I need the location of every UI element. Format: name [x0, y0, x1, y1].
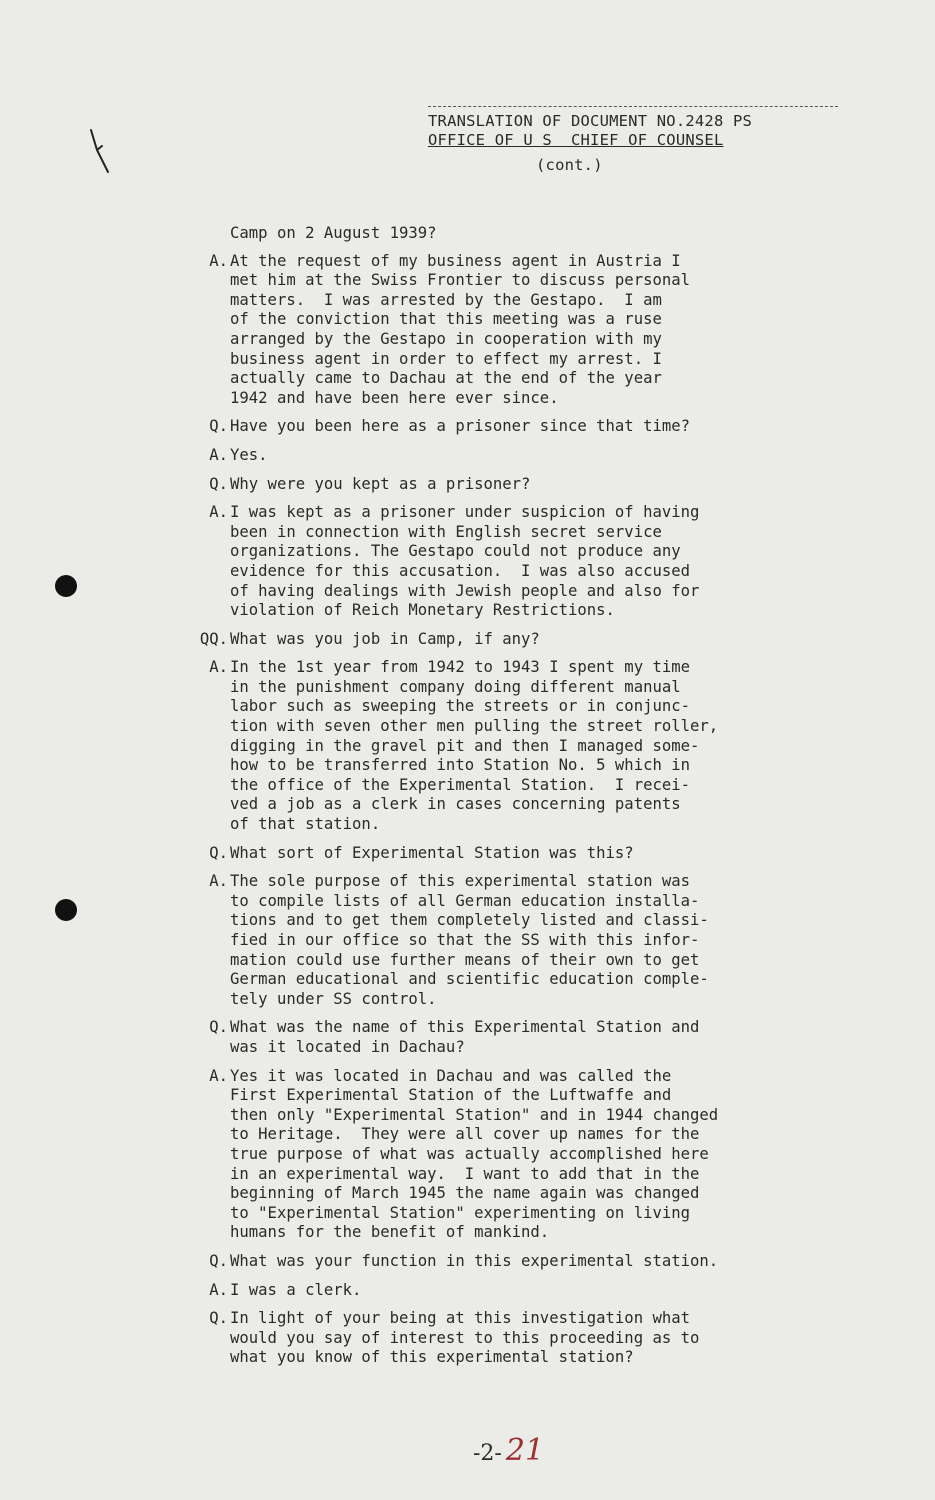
text-line: how to be transferred into Station No. 5 which in — [230, 756, 691, 775]
text-line: The sole purpose of this experimental station was — [230, 872, 691, 891]
text-line: tions and to get them completely listed and classi- — [230, 911, 709, 930]
entry-marker: A. — [209, 251, 228, 270]
text-line: then only "Experimental Station" and in 1944 changed — [230, 1105, 719, 1124]
text-line: beginning of March 1945 the name again was changed — [230, 1184, 700, 1203]
answer-entry — [190, 252, 850, 409]
entry-marker: A. — [209, 1066, 228, 1085]
text-line: to "Experimental Station" experimenting on living — [230, 1203, 691, 1222]
question-entry — [190, 630, 850, 650]
question-entry — [190, 417, 850, 437]
text-line: to compile lists of all German education installa- — [230, 891, 700, 910]
text-line: What was your function in this experimental station. — [230, 1251, 719, 1270]
text-line: What was you job in Camp, if any? — [230, 629, 540, 648]
question-entry — [190, 1252, 850, 1272]
text-line: was it located in Dachau? — [230, 1037, 465, 1056]
text-line: true purpose of what was actually accomplished here — [230, 1144, 709, 1163]
text-line: mation could use further means of their own to get — [230, 950, 700, 969]
entry-marker: QQ. — [199, 629, 228, 648]
text-line: been in connection with English secret service — [230, 522, 662, 541]
header-rule — [428, 106, 838, 107]
answer-entry — [190, 1281, 850, 1301]
text-line: German educational and scientific education comple- — [230, 970, 709, 989]
entry-text — [228, 844, 850, 864]
text-line: First Experimental Station of the Luftwaffe and — [230, 1086, 672, 1105]
text-line: In the 1st year from 1942 to 1943 I spent my time — [230, 658, 691, 677]
question-entry — [190, 844, 850, 864]
text-line: Why were you kept as a prisoner? — [230, 474, 531, 493]
page-footer — [420, 1408, 544, 1493]
text-line: I was kept as a prisoner under suspicion of having — [230, 503, 700, 522]
question-entry — [190, 1309, 850, 1368]
text-line: 1942 and have been here ever since. — [230, 388, 559, 407]
text-line: digging in the gravel pit and then I managed some- — [230, 736, 700, 755]
entry-marker: Q. — [209, 1309, 228, 1328]
text-line: At the request of my business agent in Austria I — [230, 251, 681, 270]
entry-marker: A. — [209, 872, 228, 891]
text-line: ved a job as a clerk in cases concerning patents — [230, 795, 681, 814]
text-line: in an experimental way. I want to add that in the — [230, 1164, 700, 1183]
text-line: In light of your being at this investigation what — [230, 1309, 691, 1328]
text-line: tely under SS control. — [230, 989, 437, 1008]
entry-marker: Q. — [209, 474, 228, 493]
entry-marker: Q. — [209, 843, 228, 862]
text-line: business agent in order to effect my arrest. I — [230, 349, 662, 368]
question-entry — [190, 1018, 850, 1057]
text-line: Have you been here as a prisoner since that time? — [230, 417, 691, 436]
entry-text — [228, 1252, 850, 1272]
text-line: labor such as sweeping the streets or in conjunc- — [230, 697, 691, 716]
document-header — [428, 112, 840, 175]
text-line: of that station. — [230, 815, 381, 834]
text-line: actually came to Dachau at the end of the year — [230, 369, 662, 388]
entry-text — [228, 503, 850, 621]
entry-text — [228, 1281, 850, 1301]
entry-marker: A. — [209, 445, 228, 464]
entry-text — [228, 475, 850, 495]
header-title: TRANSLATION OF DOCUMENT NO.2428 PS — [428, 112, 753, 130]
text-line: organizations. The Gestapo could not produce any — [230, 542, 681, 561]
entry-text — [228, 1018, 850, 1057]
text-line: arranged by the Gestapo in cooperation with my — [230, 329, 662, 348]
answer-entry — [190, 503, 850, 621]
text-line: fied in our office so that the SS with this infor- — [230, 931, 700, 949]
answer-entry — [190, 658, 850, 834]
intro-line: Camp on 2 August 1939? — [230, 224, 437, 242]
text-line: What sort of Experimental Station was this? — [230, 843, 634, 862]
text-line: would you say of interest to this proceeding as to — [230, 1328, 700, 1347]
entry-text — [228, 417, 850, 437]
entry-text — [228, 630, 850, 650]
answer-entry — [190, 872, 850, 1009]
text-line: tion with seven other men pulling the street roller, — [230, 717, 719, 736]
text-line: in the punishment company doing different manual — [230, 677, 681, 696]
entry-text — [228, 658, 850, 834]
entry-text — [228, 1309, 850, 1368]
entry-marker: A. — [209, 1280, 228, 1299]
entry-marker: A. — [209, 503, 228, 522]
answer-entry — [190, 1067, 850, 1243]
entry-marker: Q. — [209, 1251, 228, 1270]
text-line: what you know of this experimental station? — [230, 1348, 634, 1367]
header-continued: (cont.) — [536, 156, 603, 174]
text-line: to Heritage. They were all cover up names for the — [230, 1125, 700, 1144]
entry-text — [228, 252, 850, 409]
punch-hole-bottom — [55, 899, 77, 921]
transcript-body — [190, 224, 850, 1377]
text-line: humans for the benefit of mankind. — [230, 1223, 550, 1242]
entry-text — [228, 1067, 850, 1243]
pencil-tick-mark — [88, 128, 110, 174]
text-line: Yes it was located in Dachau and was called the — [230, 1066, 672, 1085]
question-entry — [190, 475, 850, 495]
text-line: violation of Reich Monetary Restrictions. — [230, 601, 615, 620]
text-line: I was a clerk. — [230, 1280, 362, 1299]
text-line: matters. I was arrested by the Gestapo. I am — [230, 290, 662, 309]
text-line: What was the name of this Experimental Station and — [230, 1018, 700, 1037]
entry-marker: A. — [209, 658, 228, 677]
text-line: the office of the Experimental Station. I recei- — [230, 775, 691, 794]
entry-text — [228, 872, 850, 1009]
entry-text — [228, 446, 850, 466]
text-line: met him at the Swiss Frontier to discuss personal — [230, 271, 691, 290]
entry-marker: Q. — [209, 417, 228, 436]
text-line: of having dealings with Jewish people and also for — [230, 581, 700, 600]
handwritten-number: 21 — [505, 1433, 545, 1468]
page-number: -2- — [472, 1441, 502, 1466]
entry-marker: Q. — [209, 1018, 228, 1037]
text-line: evidence for this accusation. I was also accused — [230, 561, 691, 580]
answer-entry — [190, 446, 850, 466]
header-office: OFFICE OF U S CHIEF OF COUNSEL — [428, 131, 724, 149]
text-line: of the conviction that this meeting was a ruse — [230, 310, 662, 329]
punch-hole-top — [55, 575, 77, 597]
text-line: Yes. — [230, 445, 268, 464]
